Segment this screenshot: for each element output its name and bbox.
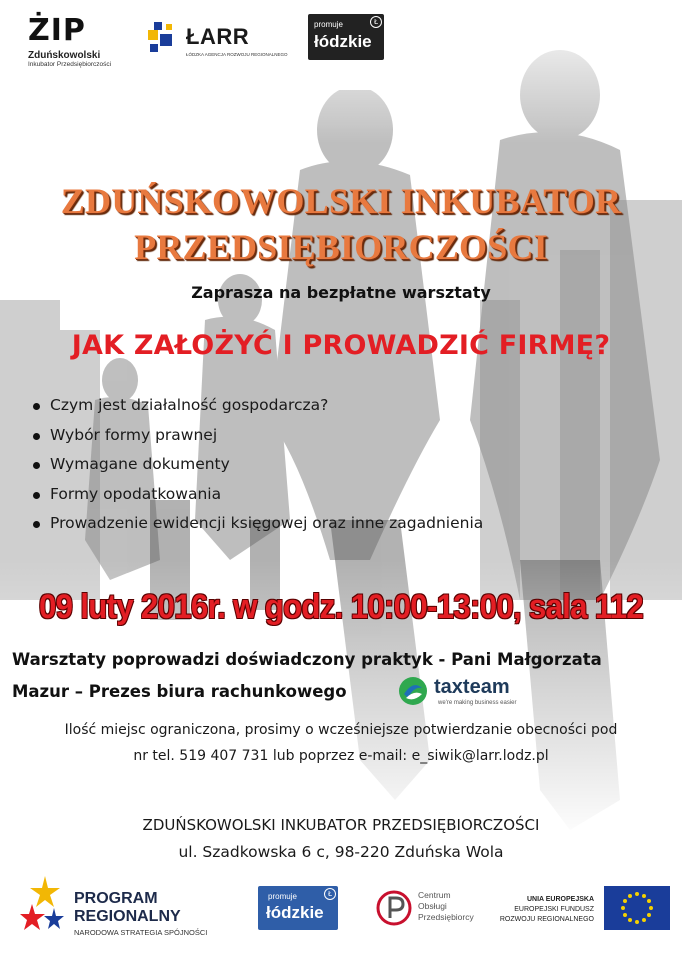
list-item bbox=[30, 396, 483, 426]
lodzkie-mark-icon: Ł bbox=[370, 16, 382, 28]
program-line-3: NARODOWA STRATEGIA SPÓJNOŚCI bbox=[74, 928, 208, 937]
event-date: 09 luty 2016r. w godz. 10:00-13:00, sala 112 bbox=[38, 588, 644, 626]
topic-text: Prowadzenie ewidencji księgowej oraz inne zagadnienia bbox=[50, 514, 484, 532]
lead-line-2: Mazur – Prezes biura rachunkowego bbox=[12, 682, 347, 701]
zip-logo bbox=[28, 13, 114, 80]
bullet-icon bbox=[33, 403, 40, 410]
star-cluster-icon bbox=[20, 874, 70, 938]
cop-line-2: Obsługi bbox=[418, 901, 447, 911]
info-line-1: Ilość miejsc ograniczona, prosimy o wcześniejsze potwierdzanie obecności pod bbox=[64, 722, 618, 738]
eu-line-3: ROZWOJU REGIONALNEGO bbox=[499, 916, 594, 923]
lodzkie-small-text: promuje bbox=[268, 892, 297, 901]
bullet-icon bbox=[33, 521, 40, 528]
topic-text: Formy opodatkowania bbox=[50, 484, 222, 503]
invite-text: Zaprasza na bezpłatne warsztaty bbox=[191, 283, 491, 302]
zip-mark: ŻIP bbox=[28, 13, 86, 48]
eu-line-2: EUROPEJSKI FUNDUSZ bbox=[514, 906, 594, 913]
topic-text: Czym jest działalność gospodarcza? bbox=[50, 396, 329, 414]
lodzkie-big-text: łódzkie bbox=[266, 903, 324, 922]
lodzkie-small-text: promuje bbox=[314, 20, 343, 29]
topic-text: Wymagane dokumenty bbox=[50, 455, 230, 473]
lodzkie-logo-top bbox=[308, 14, 384, 60]
cop-p-icon bbox=[376, 888, 412, 928]
list-item bbox=[30, 485, 483, 515]
cop-line-1: Centrum bbox=[418, 890, 451, 900]
list-item bbox=[30, 455, 483, 485]
topic-text: Wybór formy prawnej bbox=[50, 425, 218, 444]
organizer-address: ul. Szadkowska 6 c, 98-220 Zduńska Wola bbox=[178, 843, 504, 861]
eu-logo bbox=[499, 886, 670, 932]
list-item bbox=[30, 514, 483, 544]
bullet-icon bbox=[33, 433, 40, 440]
lodzkie-mark-icon: Ł bbox=[324, 888, 336, 900]
program-regionalny-logo bbox=[20, 872, 240, 942]
bullet-icon bbox=[33, 492, 40, 499]
program-line-2: REGIONALNY bbox=[74, 908, 181, 925]
taxteam-swirl-icon bbox=[398, 676, 428, 706]
cop-line-3: Przedsiębiorcy bbox=[418, 912, 474, 922]
eu-flag-icon bbox=[604, 886, 670, 930]
larr-mark: ŁARR bbox=[186, 24, 250, 49]
topic-list bbox=[30, 396, 483, 544]
lead-line-1: Warsztaty poprowadzi doświadczony praktyk - Pani Małgorzata bbox=[12, 650, 602, 669]
workshop-question: JAK ZAŁOŻYĆ I PROWADZIĆ FIRMĘ? bbox=[71, 330, 611, 361]
taxteam-tagline: we're making business easier bbox=[438, 700, 517, 706]
larr-cube-icon bbox=[146, 20, 182, 60]
taxteam-name: taxteam bbox=[434, 676, 510, 698]
zip-name: Zduńskowolski bbox=[28, 50, 101, 61]
taxteam-logo bbox=[398, 676, 532, 708]
list-item bbox=[30, 426, 483, 456]
title-line-1: ZDUŃSKOWOLSKI INKUBATOR bbox=[60, 181, 622, 221]
larr-subtitle: ŁÓDZKA AGENCJA ROZWOJU REGIONALNEGO bbox=[186, 52, 288, 57]
organizer-name: ZDUŃSKOWOLSKI INKUBATOR PRZEDSIĘBIORCZOŚCI bbox=[142, 816, 540, 834]
larr-logo bbox=[146, 18, 288, 64]
title-line-2: PRZEDSIĘBIORCZOŚCI bbox=[134, 227, 548, 267]
eu-line-1: UNIA EUROPEJSKA bbox=[526, 896, 594, 903]
program-line-1: PROGRAM bbox=[74, 890, 158, 907]
bullet-icon bbox=[33, 462, 40, 469]
info-line-2: nr tel. 519 407 731 lub poprzez e-mail: e_siwik@larr.lodz.pl bbox=[133, 748, 549, 764]
cop-logo bbox=[376, 884, 486, 932]
zip-subtitle: Inkubator Przedsiębiorczości bbox=[28, 61, 112, 68]
lodzkie-logo-bottom bbox=[258, 886, 338, 930]
lodzkie-big-text: łódzkie bbox=[314, 32, 372, 51]
